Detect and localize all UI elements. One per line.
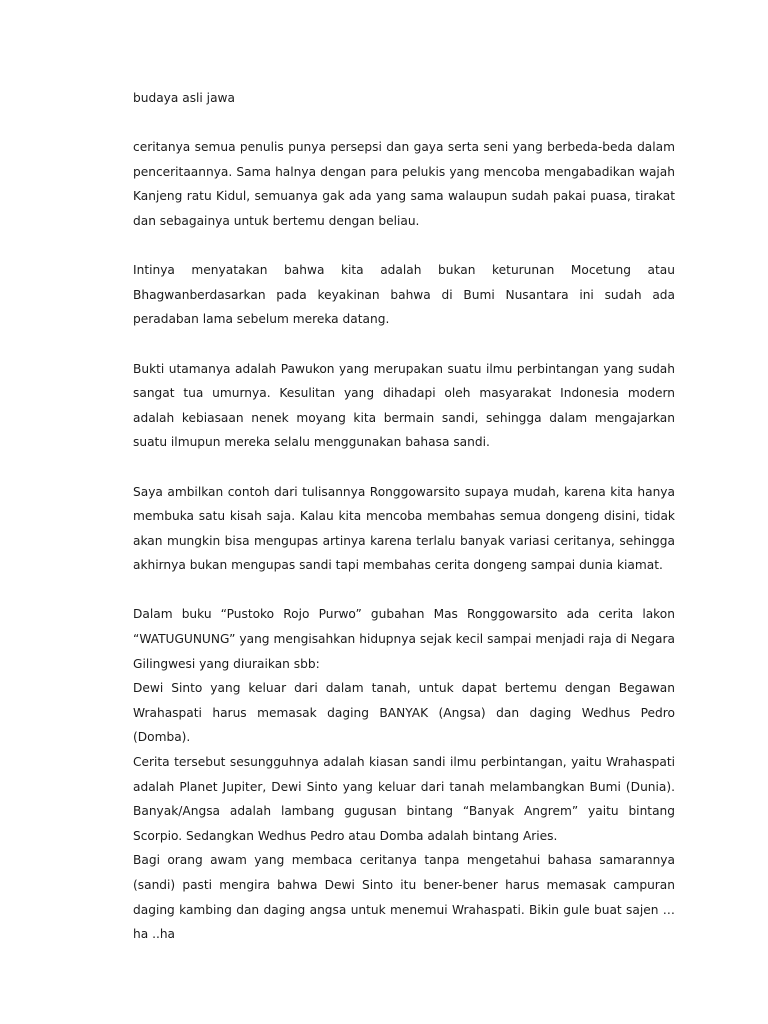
document-body [133, 86, 675, 947]
paragraph: Intinya menyatakan bahwa kita adalah bukan keturunan Mocetung atau Bhagwanberdasarkan pada keyakinan bahwa di Bumi Nusantara ini sudah ada peradaban lama sebelum mereka datang. [133, 263, 675, 327]
story-paragraph: Dewi Sinto yang keluar dari dalam tanah, untuk dapat bertemu dengan Begawan Wrahaspati harus memasak daging BANYAK (Angsa) dan daging Wedhus Pedro (Domba). [133, 681, 675, 745]
document-title: budaya asli jawa [133, 91, 235, 105]
paragraph: ceritanya semua penulis punya persepsi dan gaya serta seni yang berbeda-beda dalam penceritaannya. Sama halnya dengan para pelukis yang mencoba mengabadikan wajah Kanjeng ratu Kidul, semuanya gak ada yang sama walaupun sudah pakai puasa, tirakat dan sebagainya untuk bertemu dengan beliau. [133, 140, 675, 228]
story-paragraph: Dalam buku “Pustoko Rojo Purwo” gubahan Mas Ronggowarsito ada cerita lakon “WATUGUNUNG” yang mengisahkan hidupnya sejak kecil sampai menjadi raja di Negara Gilingwesi yang diuraikan sbb: [133, 607, 675, 671]
story-paragraph: Bagi orang awam yang membaca ceritanya tanpa mengetahui bahasa samarannya (sandi) pasti mengira bahwa Dewi Sinto itu bener-bener harus memasak campuran daging kambing dan daging angsa untuk menemui Wrahaspati. Bikin gule buat sajen … ha ..ha [133, 853, 675, 942]
story-paragraph: Cerita tersebut sesungguhnya adalah kiasan sandi ilmu perbintangan, yaitu Wrahaspati adalah Planet Jupiter, Dewi Sinto yang keluar dari tanah melambangkan Bumi (Dunia). Banyak/Angsa adalah lambang gugusan bintang “Banyak Angrem” yaitu bintang Scorpio. Sedangkan Wedhus Pedro atau Domba adalah bintang Aries. [133, 755, 675, 843]
paragraph: Saya ambilkan contoh dari tulisannya Ronggowarsito supaya mudah, karena kita hanya membuka satu kisah saja. Kalau kita mencoba membahas semua dongeng disini, tidak akan mungkin bisa mengupas artinya karena terlalu banyak variasi ceritanya, sehingga akhirnya bukan mengupas sandi tapi membahas cerita dongeng sampai dunia kiamat. [133, 484, 675, 573]
paragraph: Bukti utamanya adalah Pawukon yang merupakan suatu ilmu perbintangan yang sudah sangat tua umurnya. Kesulitan yang dihadapi oleh masyarakat Indonesia modern adalah kebiasaan nenek moyang kita bermain sandi, sehingga dalam mengajarkan suatu ilmupun mereka selalu menggunakan bahasa sandi. [133, 361, 675, 450]
